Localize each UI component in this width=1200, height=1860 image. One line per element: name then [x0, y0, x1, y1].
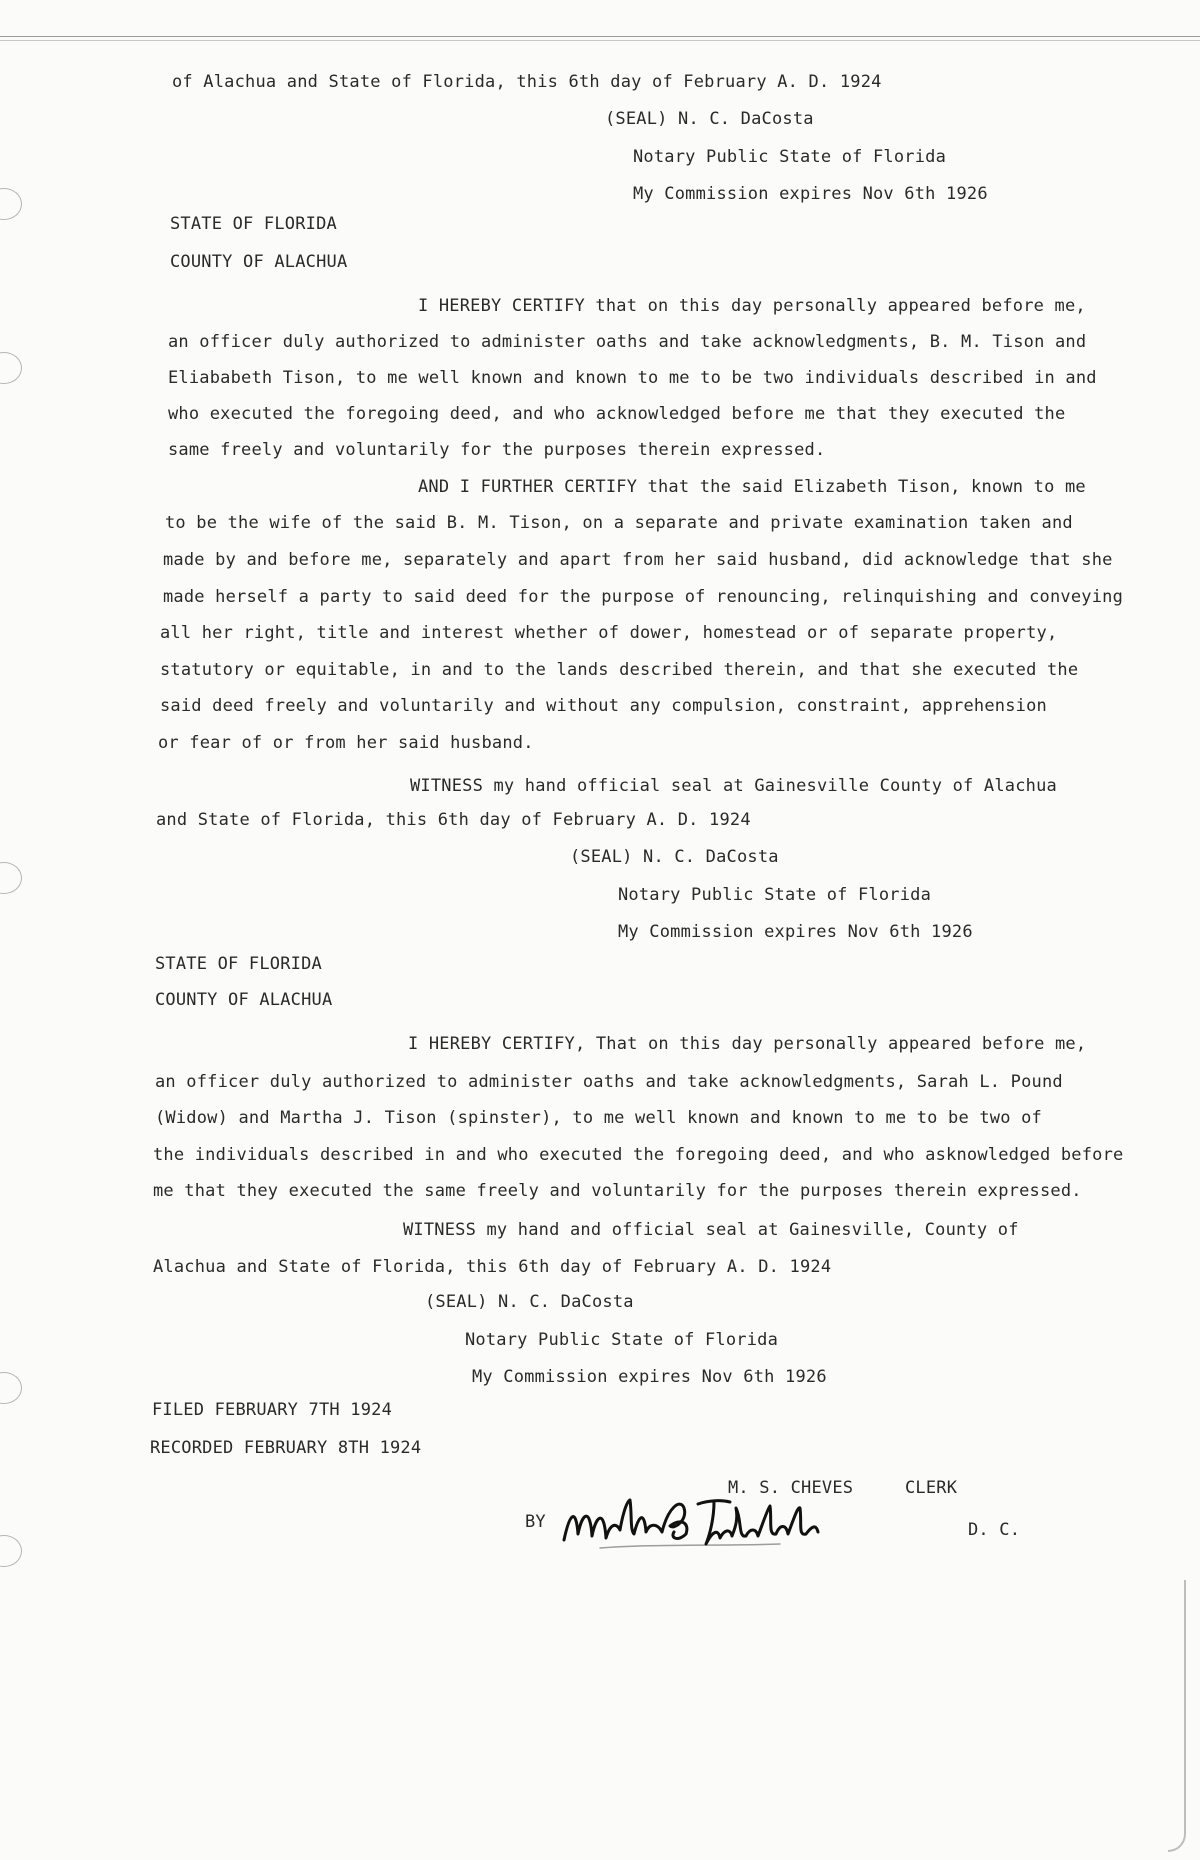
body-line: me that they executed the same freely and voluntarily for the purposes therein expressed.: [153, 1181, 1082, 1201]
notary-line: Notary Public State of Florida: [633, 147, 947, 167]
body-line: same freely and voluntarily for the purposes therein expressed.: [168, 440, 826, 460]
body-line: said deed freely and voluntarily and without any compulsion, constraint, apprehension: [160, 696, 1047, 716]
body-line: Eliababeth Tison, to me well known and known to me to be two individuals described in and: [168, 368, 1097, 388]
body-line: an officer duly authorized to administer oaths and take acknowledgments, B. M. Tison and: [168, 332, 1087, 352]
date-line: of Alachua and State of Florida, this 6th day of February A. D. 1924: [172, 72, 882, 92]
binder-hole: [0, 1372, 22, 1404]
body-line: made herself a party to said deed for the purpose of renouncing, relinquishing and conveying: [163, 587, 1124, 607]
seal-line: (SEAL) N. C. DaCosta: [425, 1292, 634, 1312]
notary-line: Notary Public State of Florida: [618, 885, 932, 905]
body-line: an officer duly authorized to administer oaths and take acknowledgments, Sarah L. Pound: [155, 1072, 1063, 1092]
binder-hole: [0, 862, 22, 894]
seal-line: (SEAL) N. C. DaCosta: [570, 847, 779, 867]
filed-line: FILED FEBRUARY 7TH 1924: [152, 1400, 393, 1420]
handwritten-signature: [560, 1478, 860, 1568]
county-heading: COUNTY OF ALACHUA: [155, 990, 333, 1010]
deputy-clerk: D. C.: [968, 1520, 1021, 1540]
county-heading: COUNTY OF ALACHUA: [170, 252, 348, 272]
body-line: I HEREBY CERTIFY, That on this day personally appeared before me,: [408, 1034, 1087, 1054]
by-label: BY: [525, 1512, 546, 1532]
binder-hole: [0, 352, 22, 384]
state-heading: STATE OF FLORIDA: [170, 214, 337, 234]
binder-hole: [0, 1535, 22, 1567]
binder-hole: [0, 188, 22, 220]
body-line: Alachua and State of Florida, this 6th day of February A. D. 1924: [153, 1257, 832, 1277]
body-line: all her right, title and interest whether of dower, homestead or of separate property,: [160, 623, 1058, 643]
body-line: WITNESS my hand official seal at Gainesville County of Alachua: [410, 776, 1057, 796]
body-line: AND I FURTHER CERTIFY that the said Elizabeth Tison, known to me: [418, 477, 1086, 497]
body-line: who executed the foregoing deed, and who acknowledged before me that they executed the: [168, 404, 1066, 424]
clerk-title: CLERK: [905, 1478, 958, 1498]
top-edge-rule-2: [0, 40, 1200, 41]
body-line: I HEREBY CERTIFY that on this day personally appeared before me,: [418, 296, 1086, 316]
commission-line: My Commission expires Nov 6th 1926: [618, 922, 973, 942]
body-line: statutory or equitable, in and to the lands described therein, and that she executed the: [160, 660, 1079, 680]
body-line: WITNESS my hand and official seal at Gainesville, County of: [403, 1220, 1019, 1240]
page-curl-edge: [1168, 1580, 1186, 1852]
body-line: to be the wife of the said B. M. Tison, on a separate and private examination taken and: [165, 513, 1073, 533]
body-line: and State of Florida, this 6th day of February A. D. 1924: [156, 810, 751, 830]
body-line: (Widow) and Martha J. Tison (spinster), to me well known and known to me to be two of: [155, 1108, 1042, 1128]
state-heading: STATE OF FLORIDA: [155, 954, 322, 974]
clerk-name: M. S. CHEVES: [728, 1478, 854, 1498]
body-line: made by and before me, separately and apart from her said husband, did acknowledge that she: [163, 550, 1113, 570]
commission-line: My Commission expires Nov 6th 1926: [472, 1367, 827, 1387]
body-line: or fear of or from her said husband.: [158, 733, 534, 753]
body-line: the individuals described in and who executed the foregoing deed, and who asknowledged before: [153, 1145, 1124, 1165]
seal-line: (SEAL) N. C. DaCosta: [605, 109, 814, 129]
notary-line: Notary Public State of Florida: [465, 1330, 779, 1350]
top-edge-rule: [0, 36, 1200, 37]
commission-line: My Commission expires Nov 6th 1926: [633, 184, 988, 204]
recorded-line: RECORDED FEBRUARY 8TH 1924: [150, 1438, 422, 1458]
